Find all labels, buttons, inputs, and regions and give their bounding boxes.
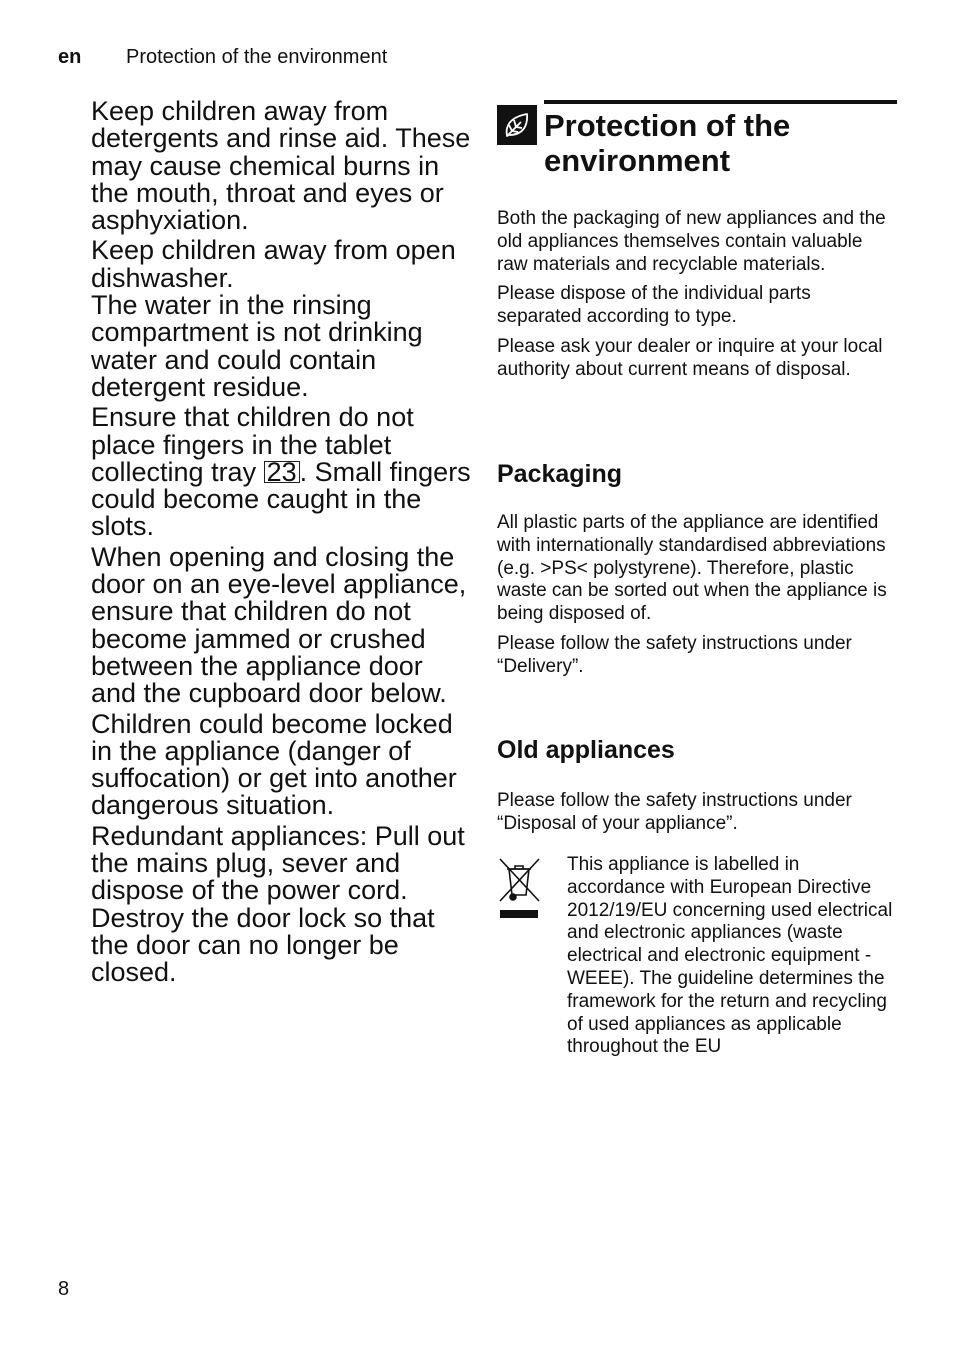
old-appliances-paragraph: Please follow the safety instructions under “Disposal of your appliance”. (497, 790, 852, 834)
safety-paragraph: Keep children away from detergents and rinse aid. These may cause chemical burns in the mouth, throat and eyes or asphyxiation. (91, 96, 471, 236)
page-number: 8 (58, 1278, 70, 1300)
tray-reference-number: 23 (264, 461, 300, 483)
main-heading: Protection of the environment (544, 108, 791, 178)
left-column (91, 98, 471, 989)
safety-paragraph-tray (91, 404, 471, 540)
safety-paragraph: Keep children away from open dishwasher. (91, 235, 456, 293)
running-header (58, 46, 388, 69)
intro-paragraph: Both the packaging of new appliances and the old appliances themselves contain valuable raw materials and recyclable materials. (497, 208, 886, 275)
safety-paragraph: The water in the rinsing compartment is not drinking water and could contain detergent residue. (91, 290, 423, 402)
weee-paragraph: This appliance is labelled in accordance with European Directive 2012/19/EU concerning used electrical and electronic appliances (waste electrical and electronic equipment - WEEE). The guideline determines the framework for the return and recycling of used appliances as applicable throughout the EU (567, 854, 893, 1058)
old-appliances-heading: Old appliances (497, 736, 675, 764)
tray-text-after: . Small fingers could become caught in the slots. (91, 456, 471, 542)
packaging-heading: Packaging (497, 460, 623, 488)
safety-paragraph: Children could become locked in the appliance (danger of suffocation) or get into another dangerous situation. (91, 708, 457, 821)
packaging-paragraph: All plastic parts of the appliance are identified with internationally standardised abbreviations (e.g. >PS< polystyrene). Therefore, plastic waste can be sorted out when the appliance is being disposed of. (497, 512, 887, 625)
section-heading (497, 100, 907, 200)
crossed-out-wheelie-bin-icon (497, 857, 541, 921)
safety-paragraph: When opening and closing the door on an eye-level appliance, ensure that children do not become jammed or crushed between the appliance door and the cupboard door below. (91, 541, 467, 709)
heading-rule (544, 100, 897, 104)
intro-paragraph: Please ask your dealer or inquire at your local authority about current means of disposal. (497, 335, 883, 380)
packaging-paragraph: Please follow the safety instructions under “Delivery”. (497, 632, 852, 677)
intro-paragraph: Please dispose of the individual parts separated according to type. (497, 283, 811, 328)
leaf-recycling-icon (497, 105, 537, 145)
running-header-title: Protection of the environment (126, 46, 388, 68)
safety-paragraph: Redundant appliances: Pull out the mains plug, sever and dispose of the power cord. Destroy the door lock so that the door can no longer be closed. (91, 820, 465, 988)
right-column (497, 100, 907, 1058)
language-code: en (58, 46, 82, 68)
tray-text-before: Ensure that children do not place fingers in the tablet collecting tray (91, 402, 414, 487)
